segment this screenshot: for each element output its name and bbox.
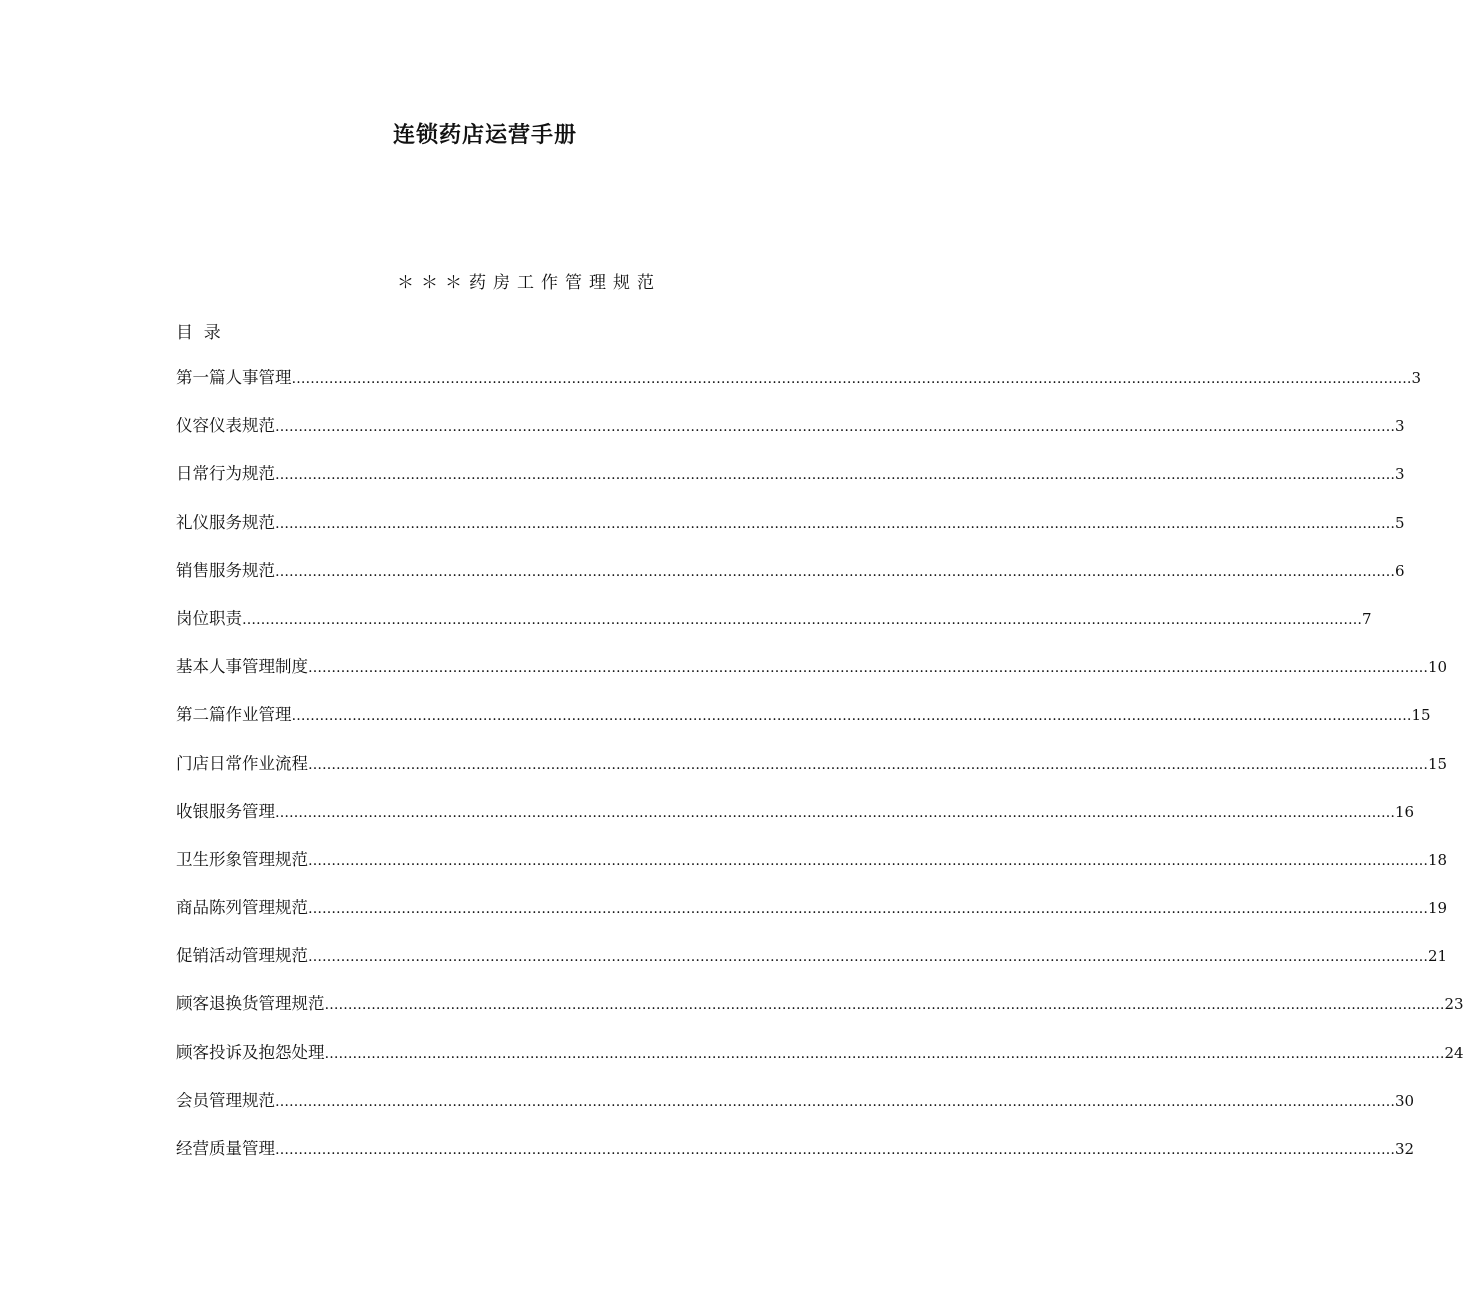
toc-dot-leader: …………………………………………………………………………………………………………………………………………………………………………………………………………………… bbox=[275, 419, 1395, 436]
toc-dot-leader: …………………………………………………………………………………………………………………………………………………………………………………………………………………… bbox=[308, 852, 1428, 869]
toc-dot-leader: …………………………………………………………………………………………………………………………………………………………………………………………………………………… bbox=[275, 563, 1395, 580]
toc-dot-leader: …………………………………………………………………………………………………………………………………………………………………………………………………………………… bbox=[308, 949, 1428, 966]
toc-page-number: 19 bbox=[1428, 899, 1448, 918]
toc-dot-leader: …………………………………………………………………………………………………………………………………………………………………………………………………………………… bbox=[308, 901, 1428, 918]
toc-page-number: 10 bbox=[1428, 658, 1448, 677]
toc-entry[interactable] bbox=[176, 942, 1448, 990]
toc-entry-label: 门店日常作业流程 bbox=[176, 753, 308, 773]
toc-entry[interactable] bbox=[176, 460, 1405, 508]
toc-entry-label: 顾客投诉及抱怨处理 bbox=[176, 1042, 325, 1062]
toc-entry-label: 促销活动管理规范 bbox=[176, 946, 308, 966]
toc-dot-leader: …………………………………………………………………………………………………………………………………………………………………………………………………………………… bbox=[275, 515, 1395, 532]
toc-entry[interactable] bbox=[176, 1039, 1464, 1087]
toc-dot-leader: …………………………………………………………………………………………………………………………………………………………………………………………………………………… bbox=[242, 611, 1362, 628]
toc-entry-label: 礼仪服务规范 bbox=[176, 512, 275, 532]
toc-dot-leader: …………………………………………………………………………………………………………………………………………………………………………………………………………………… bbox=[308, 756, 1428, 773]
toc-entry[interactable] bbox=[176, 1135, 1415, 1183]
document-subtitle: ＊＊＊药房工作管理规范 bbox=[397, 273, 661, 293]
toc-entry[interactable] bbox=[176, 412, 1405, 460]
toc-entry[interactable] bbox=[176, 364, 1422, 412]
toc-dot-leader: …………………………………………………………………………………………………………………………………………………………………………………………………………………… bbox=[324, 1045, 1445, 1062]
toc-entry[interactable] bbox=[176, 990, 1464, 1038]
toc-page-number: 15 bbox=[1411, 706, 1431, 725]
toc-entry-label: 收银服务管理 bbox=[176, 801, 275, 821]
toc-dot-leader: …………………………………………………………………………………………………………………………………………………………………………………………………………………… bbox=[275, 804, 1395, 821]
toc-entry-label: 日常行为规范 bbox=[176, 464, 275, 484]
page-title: 连锁药店运营手册 bbox=[392, 122, 577, 148]
toc-page-number: 32 bbox=[1395, 1140, 1415, 1158]
toc-entry[interactable] bbox=[176, 557, 1405, 605]
toc-entry[interactable] bbox=[176, 1087, 1415, 1135]
toc-entry-label: 商品陈列管理规范 bbox=[176, 898, 308, 918]
toc-dot-leader: …………………………………………………………………………………………………………………………………………………………………………………………………………………… bbox=[275, 1093, 1395, 1110]
toc-dot-leader: …………………………………………………………………………………………………………………………………………………………………………………………………………………… bbox=[324, 997, 1445, 1014]
toc-dot-leader: …………………………………………………………………………………………………………………………………………………………………………………………………………………… bbox=[308, 660, 1428, 677]
toc-page-number: 15 bbox=[1428, 754, 1448, 773]
toc-entry[interactable] bbox=[176, 798, 1415, 846]
toc-page-number: 16 bbox=[1395, 802, 1415, 821]
toc-page-number: 6 bbox=[1395, 561, 1405, 580]
toc-page-number: 23 bbox=[1444, 995, 1464, 1014]
toc-page-number: 18 bbox=[1428, 850, 1448, 869]
toc-dot-leader: …………………………………………………………………………………………………………………………………………………………………………………………………………………… bbox=[275, 1142, 1395, 1158]
toc-entry[interactable] bbox=[176, 750, 1448, 798]
toc-entry-label: 岗位职责 bbox=[176, 608, 242, 628]
toc-entry-label: 经营质量管理 bbox=[176, 1139, 275, 1158]
toc-entry-label: 第二篇作业管理 bbox=[176, 705, 292, 725]
toc-entry-label: 会员管理规范 bbox=[176, 1090, 275, 1110]
toc-dot-leader: …………………………………………………………………………………………………………………………………………………………………………………………………………………… bbox=[275, 467, 1395, 484]
toc-page-number: 24 bbox=[1444, 1043, 1464, 1062]
toc-page-number: 5 bbox=[1395, 513, 1405, 532]
table-of-contents bbox=[176, 364, 1464, 1183]
toc-entry[interactable] bbox=[176, 701, 1431, 749]
toc-dot-leader: …………………………………………………………………………………………………………………………………………………………………………………………………………………… bbox=[291, 371, 1412, 387]
toc-entry[interactable] bbox=[176, 894, 1448, 942]
toc-page-number: 7 bbox=[1362, 609, 1372, 628]
toc-entry-label: 顾客退换货管理规范 bbox=[176, 994, 325, 1014]
toc-page-number: 3 bbox=[1411, 369, 1422, 387]
toc-entry-label: 销售服务规范 bbox=[176, 560, 275, 580]
toc-heading: 目 录 bbox=[176, 323, 221, 343]
toc-page-number: 3 bbox=[1395, 465, 1405, 484]
toc-entry-label: 卫生形象管理规范 bbox=[176, 849, 308, 869]
toc-page-number: 3 bbox=[1395, 417, 1405, 436]
toc-entry-label: 第一篇人事管理 bbox=[176, 368, 292, 387]
toc-entry-label: 基本人事管理制度 bbox=[176, 657, 308, 677]
toc-entry[interactable] bbox=[176, 653, 1448, 701]
toc-entry[interactable] bbox=[176, 509, 1405, 557]
toc-dot-leader: …………………………………………………………………………………………………………………………………………………………………………………………………………………… bbox=[291, 708, 1412, 725]
toc-entry-label: 仪容仪表规范 bbox=[176, 416, 275, 436]
toc-page-number: 30 bbox=[1395, 1091, 1415, 1110]
toc-page-number: 21 bbox=[1428, 947, 1448, 966]
toc-entry[interactable] bbox=[176, 605, 1372, 653]
toc-entry[interactable] bbox=[176, 846, 1448, 894]
